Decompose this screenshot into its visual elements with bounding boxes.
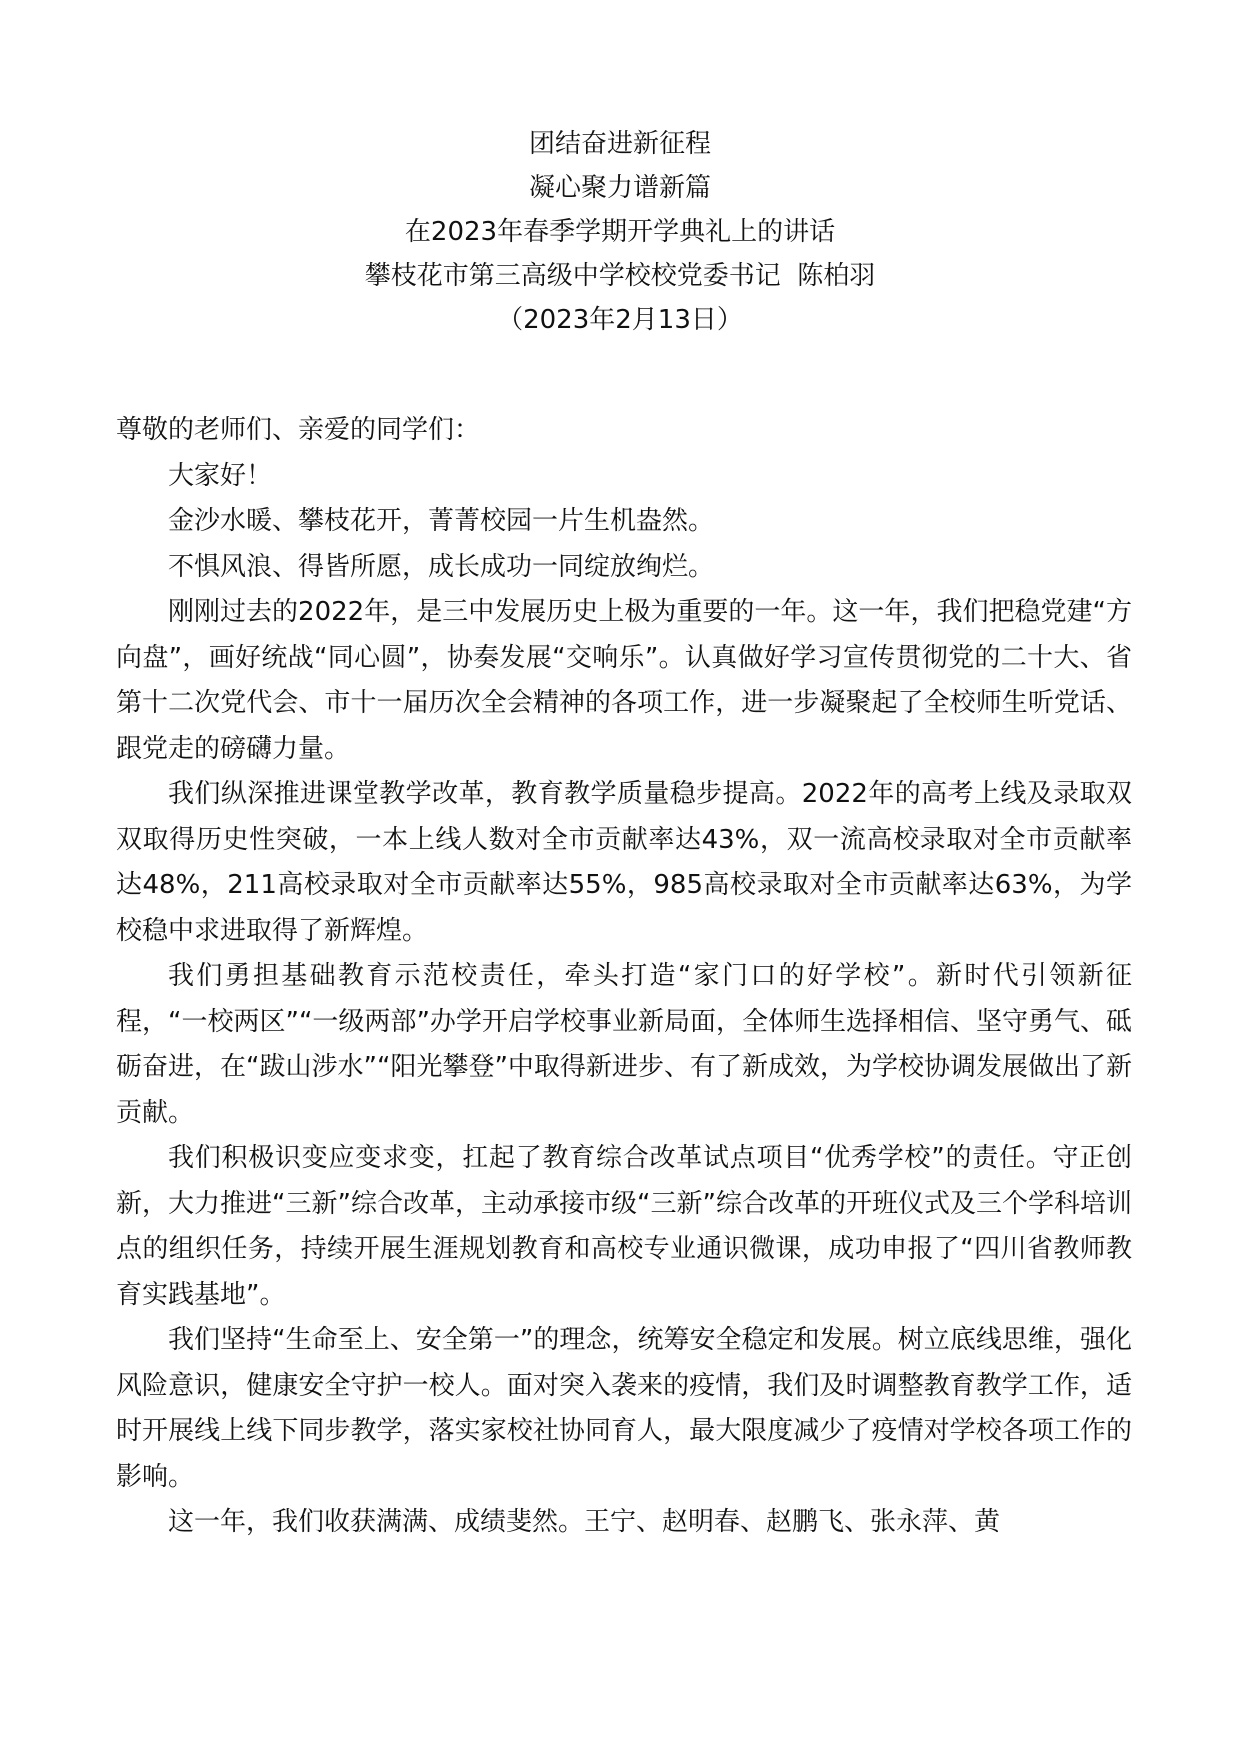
paragraph-party-building: 刚刚过去的2022年，是三中发展历史上极为重要的一年。这一年，我们把稳党建“方向盘”，画好统战“同心圆”，协奏发展“交响乐”。认真做好学习宣传贯彻党的二十大、省第十二次党代会、市十一届历次全会精神的各项工作，进一步凝聚起了全校师生听党话、跟党走的磅礴力量。 (116, 597, 1132, 764)
paragraph-achievements: 这一年，我们收获满满、成绩斐然。王宁、赵明春、赵鹏飞、张永萍、黄 (168, 1507, 1001, 1537)
paragraph-safety: 我们坚持“生命至上、安全第一”的理念，统筹安全稳定和发展。树立底线思维，强化风险意识，健康安全守护一校人。面对突入袭来的疫情，我们及时调整教育教学工作，适时开展线上线下同步教学，落实家校社协同育人，最大限度减少了疫情对学校各项工作的影响。 (116, 1325, 1132, 1492)
speech-subtitle: 在2023年春季学期开学典礼上的讲话 (404, 217, 836, 247)
document-body (116, 408, 1132, 1546)
speech-date: （2023年2月13日） (497, 305, 743, 335)
paragraph-teaching-reform: 我们纵深推进课堂教学改革，教育教学质量稳步提高。2022年的高考上线及录取双双取得历史性突破，一本上线人数对全市贡献率达43%，双一流高校录取对全市贡献率达48%，211高校录取对全市贡献率达55%，985高校录取对全市贡献率达63%，为学校稳中求进取得了新辉煌。 (116, 779, 1132, 946)
paragraph-verse-2: 不惧风浪、得皆所愿，成长成功一同绽放绚烂。 (168, 551, 715, 582)
salutation: 尊敬的老师们、亲爱的同学们： (116, 415, 481, 445)
paragraph-model-school: 我们勇担基础教育示范校责任，牵头打造“家门口的好学校”。新时代引领新征程，“一校两区”“一级两部”办学开启学校事业新局面，全体师生选择相信、坚守勇气、砥砺奋进，在“跋山涉水”“阳光攀登”中取得新进步、有了新成效，为学校协调发展做出了新贡献。 (116, 961, 1132, 1128)
document-header (0, 122, 1240, 342)
speaker-line: 攀枝花市第三高级中学校校党委书记 陈柏羽 (364, 261, 876, 291)
paragraph-education-reform: 我们积极识变应变求变，扛起了教育综合改革试点项目“优秀学校”的责任。守正创新，大力推进“三新”综合改革，主动承接市级“三新”综合改革的开班仪式及三个学科培训点的组织任务，持续开展生涯规划教育和高校专业通识微课，成功申报了“四川省教师教育实践基地”。 (116, 1143, 1132, 1310)
paragraph-verse-1: 金沙水暖、攀枝花开，菁菁校园一片生机盎然。 (168, 506, 715, 536)
title-line-1: 团结奋进新征程 (528, 129, 711, 159)
title-line-2: 凝心聚力谱新篇 (528, 173, 711, 203)
paragraph-greeting: 大家好！ (168, 460, 273, 491)
